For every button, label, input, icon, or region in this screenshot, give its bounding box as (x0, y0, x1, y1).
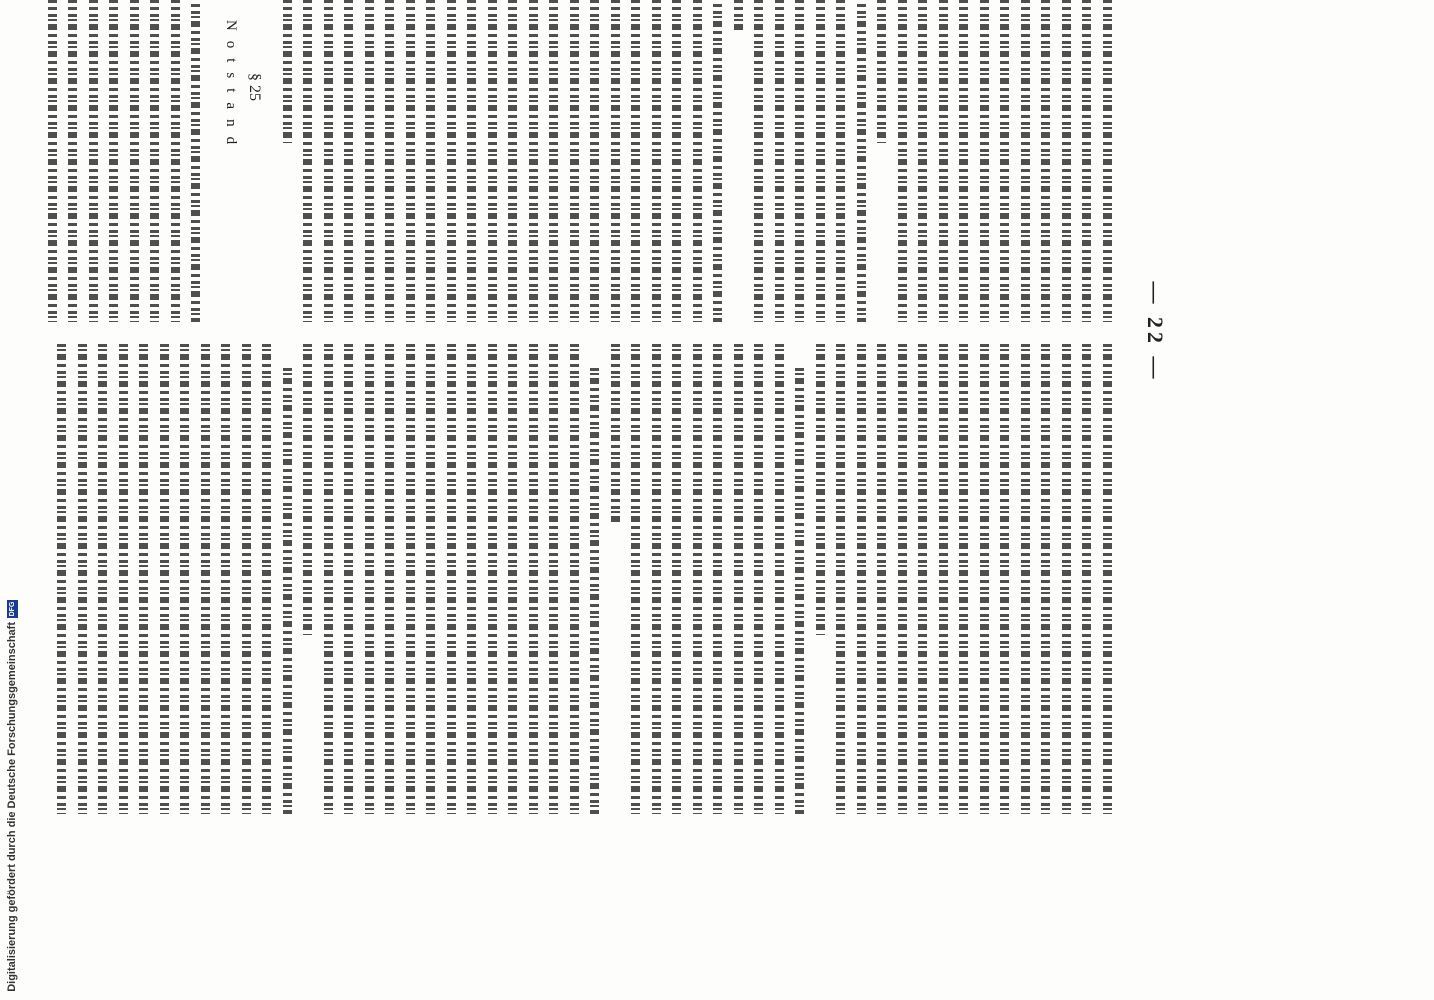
page-number: — 22 — (1143, 281, 1168, 383)
dfg-logo-icon: DFG (8, 601, 16, 617)
digitization-credit (2, 600, 22, 1000)
section-number: § 25 (246, 73, 264, 101)
section-title: Notstand (223, 19, 240, 155)
right-column-text (52, 344, 1118, 814)
left-column-text (278, 0, 1119, 322)
left-column (38, 0, 1118, 322)
credit-text: Digitalisierung gefördert durch die Deutsche Forschungsgemeinschaft (6, 622, 18, 992)
right-column (38, 344, 1118, 814)
left-column-section-text (38, 0, 207, 322)
rotated-page-content (8, 0, 1168, 832)
